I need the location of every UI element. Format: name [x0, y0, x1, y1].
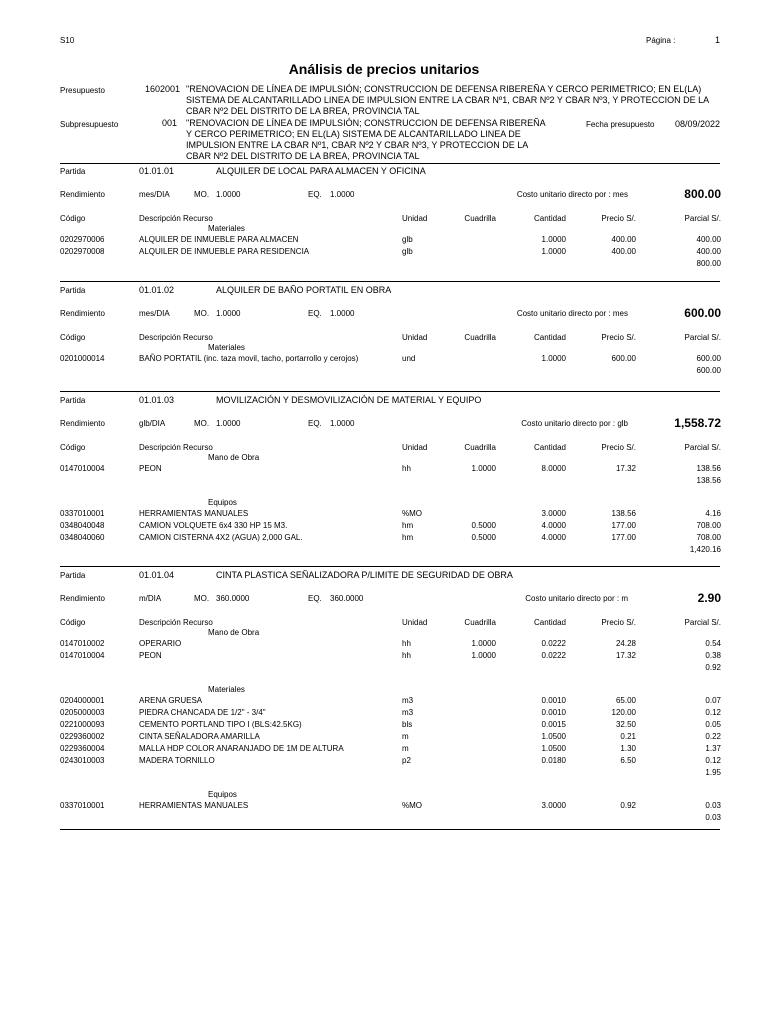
row-parcial: 0.12 — [705, 756, 721, 765]
subpresupuesto-line: CBAR Nº2 DEL DISTRITO DE LA BREA, PROVINCIA TAL — [186, 151, 420, 161]
col-header-unidad: Unidad — [402, 443, 428, 452]
row-unit: %MO — [402, 801, 422, 810]
col-header-precio: Precio S/. — [601, 443, 636, 452]
eq-value: 1.0000 — [330, 190, 355, 199]
rendimiento-label: Rendimiento — [60, 594, 105, 603]
costo-label: Costo unitario directo por : glb — [521, 419, 628, 428]
row-parcial: 0.03 — [705, 801, 721, 810]
col-header-cuadrilla: Cuadrilla — [464, 214, 496, 223]
presupuesto-line: SISTEMA DE ALCANTARILLADO LINEA DE IMPULSION ENTRE LA CBAR Nº1, CBAR Nº2 Y CBAR Nº3, Y PROTECCION DE LA — [186, 95, 710, 105]
row-precio: 120.00 — [611, 708, 636, 717]
mo-label: MO. — [194, 594, 210, 603]
subpresupuesto-line: IMPULSION ENTRE LA CBAR Nº1, CBAR Nº2 Y CBAR Nº3, Y PROTECCION DE LA — [186, 140, 529, 150]
costo-value: 1,558.72 — [674, 416, 721, 430]
row-cantidad: 0.0222 — [541, 651, 566, 660]
rendimiento-unit: mes/DIA — [139, 190, 170, 199]
row-cantidad: 0.0015 — [541, 720, 566, 729]
row-unit: hm — [402, 533, 414, 542]
partida-name: MOVILIZACIÓN Y DESMOVILIZACIÓN DE MATERIAL Y EQUIPO — [216, 395, 482, 405]
partida-code: 01.01.02 — [139, 285, 175, 295]
row-precio: 138.56 — [611, 509, 636, 518]
row-precio: 177.00 — [611, 521, 636, 530]
row-description: PEON — [139, 464, 162, 473]
presupuesto-line: CBAR Nº2 DEL DISTRITO DE LA BREA, PROVINCIA TAL — [186, 106, 420, 116]
subpresupuesto-line: Y CERCO PERIMETRICO; EN EL(LA) SISTEMA DE ALCANTARILLADO LINEA DE — [186, 129, 521, 139]
group-subtotal: 0.03 — [705, 813, 721, 822]
col-header-cuadrilla: Cuadrilla — [464, 618, 496, 627]
row-precio: 24.28 — [615, 639, 636, 648]
partida-divider — [60, 566, 720, 567]
rendimiento-label: Rendimiento — [60, 190, 105, 199]
row-unit: glb — [402, 247, 413, 256]
row-description: MALLA HDP COLOR ANARANJADO DE 1M DE ALTURA — [139, 744, 344, 753]
row-unit: bls — [402, 720, 413, 729]
row-parcial: 708.00 — [696, 521, 721, 530]
rendimiento-unit: mes/DIA — [139, 309, 170, 318]
eq-label: EQ. — [308, 419, 322, 428]
page-title: Análisis de precios unitarios — [288, 61, 480, 77]
row-unit: hh — [402, 651, 411, 660]
col-header-codigo: Código — [60, 443, 86, 452]
row-cantidad: 1.0500 — [541, 744, 566, 753]
row-description: CAMION CISTERNA 4X2 (AGUA) 2,000 GAL. — [139, 533, 303, 542]
row-cuadrilla: 0.5000 — [471, 533, 496, 542]
row-unit: hm — [402, 521, 414, 530]
col-header-cantidad: Cantidad — [533, 443, 566, 452]
col-header-parcial: Parcial S/. — [684, 618, 721, 627]
row-precio: 17.32 — [615, 464, 636, 473]
row-cantidad: 1.0500 — [541, 732, 566, 741]
row-precio: 177.00 — [611, 533, 636, 542]
row-description: HERRAMIENTAS MANUALES — [139, 801, 249, 810]
row-code: 0201000014 — [60, 354, 105, 363]
row-description: PEON — [139, 651, 162, 660]
row-parcial: 0.54 — [705, 639, 721, 648]
col-header-precio: Precio S/. — [601, 333, 636, 342]
group-header: Mano de Obra — [208, 628, 260, 637]
presupuesto-line: "RENOVACION DE LÍNEA DE IMPULSIÓN; CONSTRUCCION DE DEFENSA RIBEREÑA Y CERCO PERIMETRICO; EN EL(LA) — [186, 84, 702, 94]
row-code: 0337010001 — [60, 509, 105, 518]
row-precio: 0.92 — [620, 801, 636, 810]
row-cuadrilla: 1.0000 — [471, 651, 496, 660]
mo-value: 360.0000 — [216, 594, 250, 603]
col-header-parcial: Parcial S/. — [684, 333, 721, 342]
row-code: 0202970006 — [60, 235, 105, 244]
costo-value: 2.90 — [697, 591, 721, 605]
mo-value: 1.0000 — [216, 309, 241, 318]
group-subtotal: 138.56 — [696, 476, 721, 485]
rendimiento-label: Rendimiento — [60, 309, 105, 318]
row-code: 0205000003 — [60, 708, 105, 717]
col-header-descripcion: Descripción Recurso — [139, 443, 213, 452]
row-description: BAÑO PORTATIL (inc. taza movil, tacho, portarrollo y cerojos) — [139, 354, 359, 363]
subpresupuesto-text — [186, 118, 546, 162]
group-header: Mano de Obra — [208, 453, 260, 462]
row-parcial: 600.00 — [696, 354, 721, 363]
row-unit: m — [402, 744, 409, 753]
group-subtotal: 1,420.16 — [689, 545, 721, 554]
row-code: 0243010003 — [60, 756, 105, 765]
partida-name: ALQUILER DE LOCAL PARA ALMACEN Y OFICINA — [216, 166, 426, 176]
row-precio: 600.00 — [611, 354, 636, 363]
row-description: CINTA SEÑALADORA AMARILLA — [139, 732, 260, 741]
row-precio: 1.30 — [620, 744, 636, 753]
presupuesto-code: 1602001 — [145, 84, 181, 94]
row-description: CEMENTO PORTLAND TIPO I (BLS:42.5KG) — [139, 720, 302, 729]
row-cantidad: 0.0222 — [541, 639, 566, 648]
mo-label: MO. — [194, 419, 210, 428]
row-cuadrilla: 1.0000 — [471, 639, 496, 648]
group-subtotal: 0.92 — [705, 663, 721, 672]
row-cantidad: 1.0000 — [541, 235, 566, 244]
row-description: ALQUILER DE INMUEBLE PARA ALMACEN — [139, 235, 299, 244]
col-header-descripcion: Descripción Recurso — [139, 333, 213, 342]
row-cantidad: 1.0000 — [541, 354, 566, 363]
eq-label: EQ. — [308, 309, 322, 318]
mo-label: MO. — [194, 190, 210, 199]
divider — [60, 163, 720, 164]
row-precio: 0.21 — [620, 732, 636, 741]
col-header-cantidad: Cantidad — [533, 214, 566, 223]
mo-value: 1.0000 — [216, 419, 241, 428]
row-description: MADERA TORNILLO — [139, 756, 215, 765]
subpresupuesto-line: "RENOVACION DE LÍNEA DE IMPULSIÓN; CONSTRUCCION DE DEFENSA RIBEREÑA — [186, 118, 546, 128]
row-description: ALQUILER DE INMUEBLE PARA RESIDENCIA — [139, 247, 310, 256]
costo-label: Costo unitario directo por : mes — [516, 190, 628, 199]
costo-label: Costo unitario directo por : m — [525, 594, 628, 603]
row-code: 0221000093 — [60, 720, 105, 729]
row-precio: 400.00 — [611, 247, 636, 256]
row-parcial: 0.38 — [705, 651, 721, 660]
page-number: 1 — [714, 35, 720, 45]
row-precio: 400.00 — [611, 235, 636, 244]
row-parcial: 400.00 — [696, 247, 721, 256]
col-header-codigo: Código — [60, 618, 86, 627]
row-cuadrilla: 0.5000 — [471, 521, 496, 530]
row-cantidad: 8.0000 — [541, 464, 566, 473]
partida-name: ALQUILER DE BAÑO PORTATIL EN OBRA — [216, 285, 392, 295]
row-description: PIEDRA CHANCADA DE 1/2" - 3/4" — [139, 708, 266, 717]
row-description: HERRAMIENTAS MANUALES — [139, 509, 249, 518]
eq-value: 360.0000 — [330, 594, 364, 603]
partida-label: Partida — [60, 396, 86, 405]
partida-divider — [60, 391, 720, 392]
fecha-label: Fecha presupuesto — [586, 120, 655, 129]
col-header-descripcion: Descripción Recurso — [139, 214, 213, 223]
row-unit: m3 — [402, 696, 414, 705]
row-parcial: 0.07 — [705, 696, 721, 705]
col-header-parcial: Parcial S/. — [684, 214, 721, 223]
row-description: OPERARIO — [139, 639, 182, 648]
subpresupuesto-label: Subpresupuesto — [60, 120, 119, 129]
row-description: ARENA GRUESA — [139, 696, 203, 705]
eq-value: 1.0000 — [330, 309, 355, 318]
row-code: 0147010004 — [60, 651, 105, 660]
group-header: Equipos — [208, 790, 237, 799]
row-unit: p2 — [402, 756, 411, 765]
col-header-codigo: Código — [60, 214, 86, 223]
costo-value: 800.00 — [684, 187, 721, 201]
col-header-unidad: Unidad — [402, 214, 428, 223]
row-parcial: 400.00 — [696, 235, 721, 244]
row-code: 0348040048 — [60, 521, 105, 530]
group-header: Materiales — [208, 685, 245, 694]
partida-label: Partida — [60, 286, 86, 295]
row-unit: hh — [402, 639, 411, 648]
col-header-parcial: Parcial S/. — [684, 443, 721, 452]
row-cantidad: 0.0010 — [541, 708, 566, 717]
row-cantidad: 4.0000 — [541, 521, 566, 530]
row-code: 0229360002 — [60, 732, 105, 741]
col-header-unidad: Unidad — [402, 618, 428, 627]
row-unit: %MO — [402, 509, 422, 518]
col-header-codigo: Código — [60, 333, 86, 342]
presupuesto-label: Presupuesto — [60, 86, 105, 95]
row-code: 0337010001 — [60, 801, 105, 810]
row-code: 0348040060 — [60, 533, 105, 542]
row-cantidad: 3.0000 — [541, 509, 566, 518]
row-parcial: 1.37 — [705, 744, 721, 753]
costo-value: 600.00 — [684, 306, 721, 320]
row-code: 0147010004 — [60, 464, 105, 473]
mo-label: MO. — [194, 309, 210, 318]
row-parcial: 138.56 — [696, 464, 721, 473]
partida-code: 01.01.01 — [139, 166, 175, 176]
partida-code: 01.01.03 — [139, 395, 175, 405]
row-code: 0229360004 — [60, 744, 105, 753]
col-header-cantidad: Cantidad — [533, 333, 566, 342]
row-unit: m — [402, 732, 409, 741]
col-header-cuadrilla: Cuadrilla — [464, 443, 496, 452]
partida-label: Partida — [60, 571, 86, 580]
col-header-cuadrilla: Cuadrilla — [464, 333, 496, 342]
partida-code: 01.01.04 — [139, 570, 175, 580]
row-cantidad: 0.0010 — [541, 696, 566, 705]
row-code: 0202970008 — [60, 247, 105, 256]
col-header-precio: Precio S/. — [601, 214, 636, 223]
group-subtotal: 600.00 — [696, 366, 721, 375]
row-cantidad: 3.0000 — [541, 801, 566, 810]
partida-divider — [60, 281, 720, 282]
row-parcial: 0.22 — [705, 732, 721, 741]
page-label: Página : — [646, 36, 676, 45]
row-parcial: 0.05 — [705, 720, 721, 729]
system-label: S10 — [60, 36, 75, 45]
partida-name: CINTA PLASTICA SEÑALIZADORA P/LIMITE DE SEGURIDAD DE OBRA — [216, 570, 513, 580]
eq-label: EQ. — [308, 594, 322, 603]
group-subtotal: 800.00 — [696, 259, 721, 268]
row-code: 0204000001 — [60, 696, 105, 705]
eq-label: EQ. — [308, 190, 322, 199]
row-unit: m3 — [402, 708, 414, 717]
subpresupuesto-code: 001 — [162, 118, 178, 128]
fecha-value: 08/09/2022 — [674, 119, 720, 129]
row-parcial: 0.12 — [705, 708, 721, 717]
row-precio: 6.50 — [620, 756, 636, 765]
col-header-precio: Precio S/. — [601, 618, 636, 627]
row-unit: hh — [402, 464, 411, 473]
row-parcial: 4.16 — [705, 509, 721, 518]
group-header: Equipos — [208, 498, 237, 507]
row-unit: und — [402, 354, 416, 363]
row-cuadrilla: 1.0000 — [471, 464, 496, 473]
row-parcial: 708.00 — [696, 533, 721, 542]
row-description: CAMION VOLQUETE 6x4 330 HP 15 M3. — [139, 521, 288, 530]
col-header-descripcion: Descripción Recurso — [139, 618, 213, 627]
rendimiento-label: Rendimiento — [60, 419, 105, 428]
rendimiento-unit: m/DIA — [139, 594, 162, 603]
page-bottom-divider — [60, 829, 720, 830]
row-cantidad: 1.0000 — [541, 247, 566, 256]
partida-label: Partida — [60, 167, 86, 176]
row-cantidad: 0.0180 — [541, 756, 566, 765]
rendimiento-unit: glb/DIA — [139, 419, 166, 428]
row-unit: glb — [402, 235, 413, 244]
presupuesto-text — [186, 84, 709, 117]
row-code: 0147010002 — [60, 639, 105, 648]
col-header-unidad: Unidad — [402, 333, 428, 342]
group-subtotal: 1.95 — [705, 768, 721, 777]
costo-label: Costo unitario directo por : mes — [516, 309, 628, 318]
row-precio: 65.00 — [615, 696, 636, 705]
group-header: Materiales — [208, 343, 245, 352]
row-precio: 17.32 — [615, 651, 636, 660]
row-cantidad: 4.0000 — [541, 533, 566, 542]
group-header: Materiales — [208, 224, 245, 233]
eq-value: 1.0000 — [330, 419, 355, 428]
mo-value: 1.0000 — [216, 190, 241, 199]
col-header-cantidad: Cantidad — [533, 618, 566, 627]
row-precio: 32.50 — [615, 720, 636, 729]
